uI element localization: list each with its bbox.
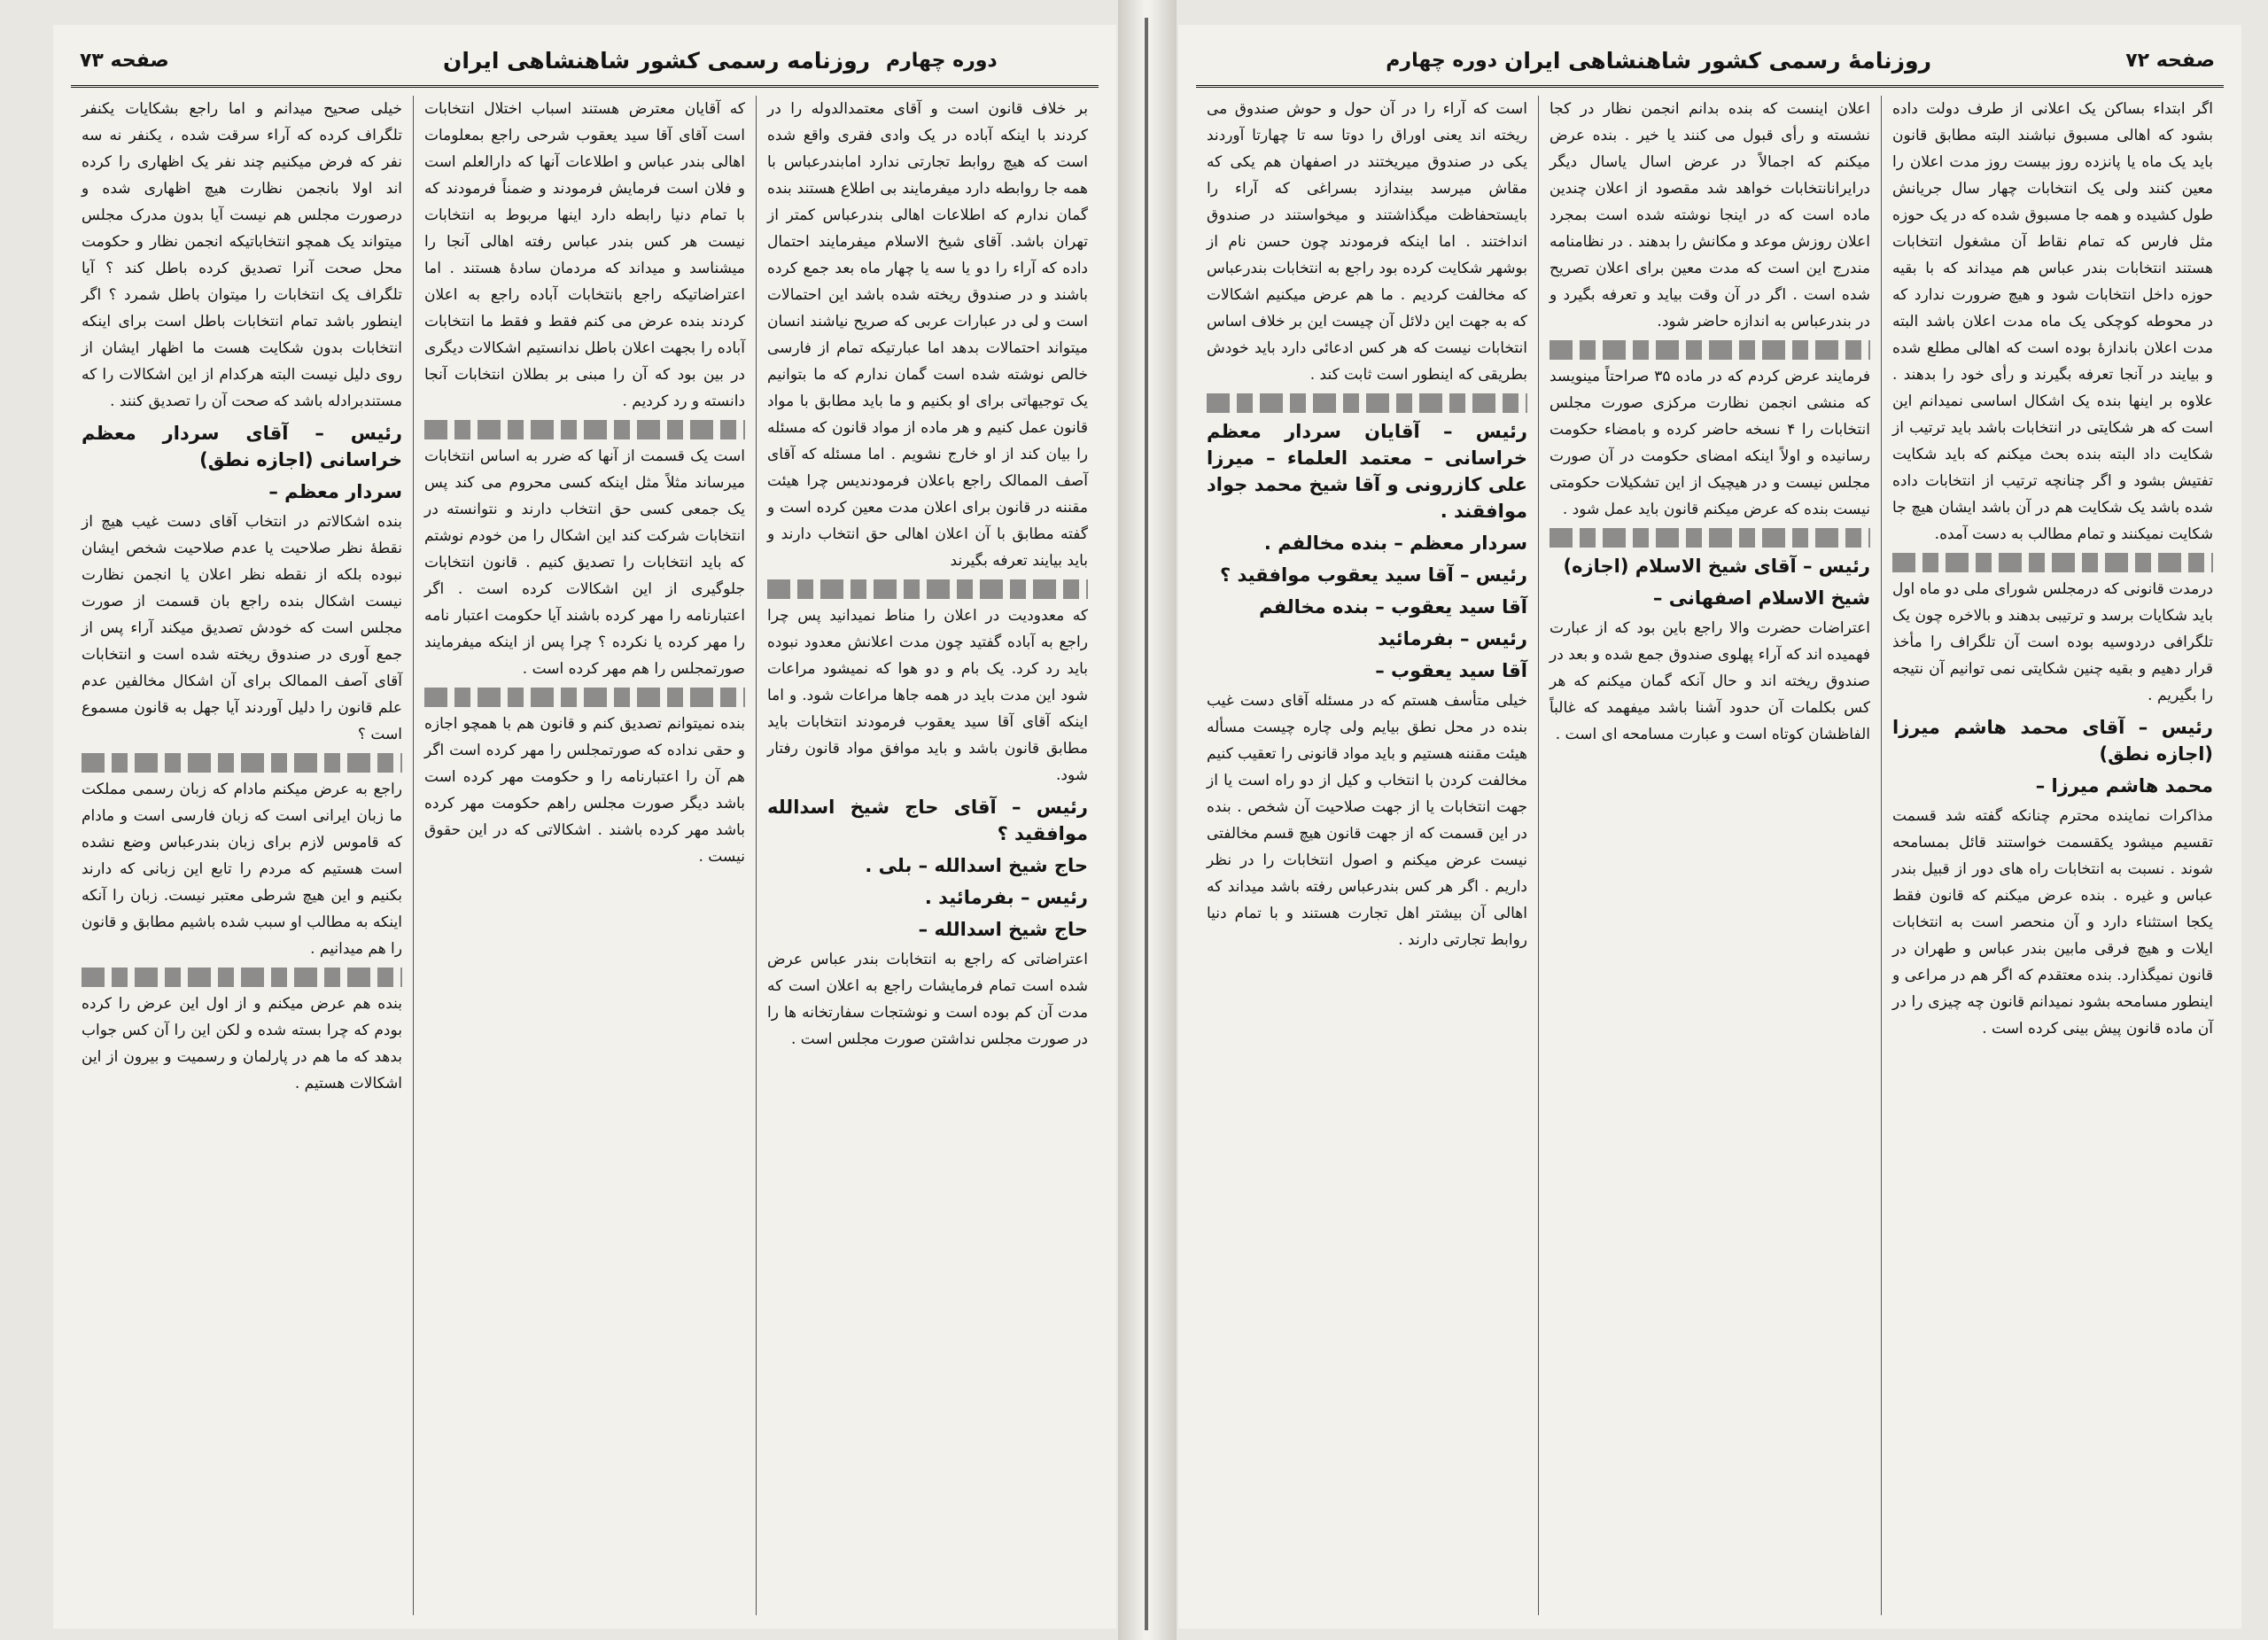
illegible-text-line [424, 688, 745, 707]
right-page [1178, 25, 2241, 1628]
article-paragraph: بنده نمیتوانم تصدیق کنم و قانون هم با همچو اجازه و حقی نداده که صورتمجلس را مهر کرده است اگر هم آن را اعتبارنامه را و حکومت مهر کرده است باشد دیگر صورت مجلس راهم حکومت مهر کرده باشد مهر کرده باشند . اشکالاتی که در این حقوق نیست . [424, 715, 745, 866]
left-period-label: دوره چهارم [886, 50, 998, 72]
article-paragraph: بنده اشکالاتم در انتخاب آقای دست غیب هیچ از نقطهٔ نظر صلاحیت یا عدم صلاحیت شخص ایشان نبوده بلکه از نقطه نظر اعلان یا انجمن نظارت نیست اشکال بنده راجع بان قسمت از صورت مجلس است که خودش تصدیق میکند آراء پس از جمع آوری در صندوق ریخته شده است و انتخابات آقای آصف الممالک برای آن اشکال مخالفین عدم علم قانون را دلیل آوردند آیا جهل به قانون مسموع است ؟ [82, 513, 402, 743]
article-paragraph: که معدودیت در اعلان را مناط نمیدانید پس چرا راجع به آباده گفتید چون مدت اعلانش معدود نبوده باید رد کرد. یک بام و دو هوا که نمیشود مراعات شود این مدت باید در همه جاها مراعات شود. و اما اینکه آقای آقا سید یعقوب فرمودند انتخابات باید مطابق قانون باشد و باید موافق مواد قانون رفتار شود. [767, 607, 1088, 784]
illegible-text-line [424, 420, 745, 439]
right-column-2 [1538, 96, 1881, 1615]
article-paragraph: است که آراء را در آن حول و حوش صندوق می ریخته اند یعنی اوراق را دوتا سه تا چهارتا آوردند یکی در صندوق میریختند در اصفهان هم یکی که مقاش میرسد بیندازد بسراغی که آراء را بایستحفاظت میگذاشتند و میخواستند در صندوق انداختند . اما اینکه فرمودند چون حسن نام از بوشهر شکایت کرده بود راجع به انتخابات بندرعباس که مخالفت کردیم . ما هم عرض میکنیم اشکالات که به جهت این دلائل آن چیست این بر خلاف اساس انتخابات نیست که هر کس ادعائی دارد باید خودش بطریقی که اینطور است ثابت کند . [1207, 100, 1527, 384]
right-masthead [1196, 44, 2224, 88]
speaker-heading: سردار معظم – [268, 481, 402, 502]
illegible-text-line [1892, 553, 2213, 572]
illegible-text-line [767, 579, 1088, 599]
left-column-3 [71, 96, 413, 1615]
article-paragraph: بنده هم عرض میکنم و از اول این عرض را کرده بودم که چرا بسته شده و لکن این را آن کس جواب بدهد که ما هم در پارلمان و رسمیت و بیرون از این اشکالات هستیم . [82, 995, 402, 1092]
left-page-number: صفحه ۷۳ [80, 50, 169, 72]
speaker-heading: رئیس – آقا سید یعقوب موافقید ؟ [1219, 564, 1527, 586]
speaker-heading: رئیس – آقای شیخ الاسلام (اجازه) [1563, 556, 1870, 577]
illegible-text-line [82, 968, 402, 987]
article-paragraph: درمدت قانونی که درمجلس شورای ملی دو ماه اول باید شکایات برسد و ترتیبی بدهند و بالاخره چون یک تلگرافی دردوسیه بوده است آن تلگراف را مأخذ قرار دهیم و بقیه چنین شکایتی نمی توانیم آن نتیجه را بگیریم . [1892, 580, 2213, 704]
illegible-text-line [1207, 393, 1527, 413]
speaker-heading: حاج شیخ اسدالله – بلی . [865, 855, 1088, 876]
speaker-heading: سردار معظم – بنده مخالفم . [1263, 532, 1527, 554]
right-columns [1196, 96, 2224, 1615]
left-column-2 [413, 96, 756, 1615]
left-columns [71, 96, 1099, 1615]
speaker-heading: رئیس – آقای سردار معظم خراسانی (اجازه نطق) [82, 423, 402, 470]
article-paragraph: است یک قسمت از آنها که ضرر به اساس انتخابات میرساند مثلاً مثل اینکه کسی محروم می کند پس یک جمعی کسی حق انتخاب دارند و نتوانسته در انتخابات شرکت کند این اشکال را من خودم نوشتم که باید انتخابات را تصدیق کنیم . قانون انتخابات جلوگیری از این اشکالات کرده است . اگر اعتبارنامه را مهر کرده باشند آیا حکومت اعتبار نامه را مهر کرده یا نکرده ؟ چرا پس از اینکه میفرمایند صورتمجلس را هم مهر کرده است . [424, 447, 745, 678]
article-paragraph: اعتراضات حضرت والا راجع باین بود که از عبارت فهمیده اند که آراء پهلوی صندوق جمع شده و بعد در صندوق ریخته اند و حال آنکه گمان میکنم که هر کس بکلمات آن حدود آشنا باشد میفهمد که غالباً الفاظشان کوتاه است و عبارت مسامحه ای است . [1550, 619, 1870, 743]
speaker-heading: شیخ الاسلام اصفهانی – [1652, 587, 1870, 609]
article-paragraph: خیلی متأسف هستم که در مسئله آقای دست غیب بنده در محل نطق بیایم ولی چاره چیست مسأله هیئت مقننه هستیم و باید مواد قانونی را تعقیب کنیم مخالفت کردن با انتخاب و کیل از دو راه است یا از جهت انتخابات یا از جهت صلاحیت آن شخص . بنده در این قسمت که از جهت قانون هیچ قسم مخالفتی نیست عرض میکنم و اصول انتخابات را در نظر داریم . اگر هر کس بندرعباس رفته باشد میداند که اهالی آن بیشتر اهل تجارت هستند و با تمام دنیا روابط تجارتی دارند . [1207, 692, 1527, 949]
illegible-text-line [1550, 340, 1870, 360]
right-column-3 [1196, 96, 1538, 1615]
right-period-label: دوره چهارم [1386, 50, 1497, 72]
article-paragraph: فرمایند عرض کردم که در ماده ۳۵ صراحتاً مینویسد که منشی انجمن نظارت مرکزی صورت مجلس انتخابات را ۴ نسخه حاضر کرده و بامضاء حکومت رسانیده و اولاً اینکه امضای حکومت در آن صورت مجلس نیست و در هیچیک از این تشکیلات حکومتی نیست بنده که عرض میکنم قانون باید عمل شود . [1550, 368, 1870, 518]
speaker-heading: آقا سید یعقوب – [1375, 660, 1527, 681]
left-newspaper-title: روزنامه رسمی کشور شاهنشاهی ایران [443, 48, 871, 74]
speaker-heading: رئیس – بفرمائید . [924, 887, 1088, 908]
article-paragraph: اعتراضاتی که راجع به انتخابات بندر عباس عرض شده است تمام فرمایشات راجع به اعلان است که مدت آن کم بوده است و نوشتجات سفارتخانه ها را در صورت مجلس نداشتن صورت مجلس است . [767, 951, 1088, 1048]
article-paragraph: خیلی صحیح میدانم و اما راجع بشکایات یکنفر تلگراف کرده که آراء سرقت شده ، یکنفر نه سه نفر که فرض میکنیم چند نفر یک اظهاری را کرده اند اولا بانجمن نظارت هیچ اظهاری شده و درصورت مجلس هم نیست آیا بدون مدرک مجلس میتواند یک همچو انتخاباتیکه انجمن نظار و حکومت محل صحت آنرا تصدیق کرده باطل کند ؟ آیا تلگراف یک انتخابات را میتوان باطل شمرد ؟ اگر اینطور باشد تمام انتخابات باطل است برای اینکه انتخابات بدون شکایت هست ما اظهار ایشان از روی دلیل نیست البته هرکدام از این اشکالات را که مستندبرادله باشد که صحت آن را تصدیق کنند . [82, 100, 402, 410]
right-page-number: صفحه ۷۲ [2125, 50, 2215, 72]
article-paragraph: مذاکرات نماینده محترم چنانکه گفته شد قسمت تقسیم میشود یکقسمت خواستند قائل بمسامحه شوند . نسبت به انتخابات راه های دور از قبیل بندر عباس و غیره . بنده عرض میکنم که قانون فقط یکجا استثناء دارد و آن منحصر است به انتخابات ایلات و هیچ فرقی مابین بندر عباس و طهران در قانون نمیگذارد. بنده معتقدم که اگر هم در مراعی و اینطور مسامحه بشود نمیدانم قانون چه چیزی را در آن ماده قانون پیش بینی کرده است . [1892, 807, 2213, 1038]
speaker-heading: حاج شیخ اسدالله – [918, 919, 1088, 940]
left-column-1 [756, 96, 1099, 1615]
article-paragraph: اعلان اینست که بنده بدانم انجمن نظار در کجا نشسته و رأی قبول می کنند یا خیر . بنده عرض میکنم که اجمالاً در عرض اسال یاسال دیگر درایرانانتخابات خواهد شد مقصود از اعلان چندین ماده است که در اینجا نوشته شده است بمجرد اعلان روزش موعد و مکانش را بدهند . در نظامنامه مندرج این است که مدت معین برای اعلان تصریح شده است . اگر در آن وقت بیاید و تعرفه بگیرد و در بندرعباس به اندازه حاضر شود. [1550, 100, 1870, 330]
left-masthead [71, 44, 1099, 88]
illegible-text-line [82, 753, 402, 773]
article-paragraph: که آقایان معترض هستند اسباب اختلال انتخابات است آقای آقا سید یعقوب شرحی راجع بمعلومات اهالی بندر عباس و اطلاعات آنها که دارالعلم است و فلان است فرمایش فرمودند و ضمناً فرمودند که با تمام دنیا رابطه دارد اینها مربوط به انتخابات نیست هر کس بندر عباس رفته اهالی آنجا را میشناسد و میداند که مردمان سادهٔ هستند . اما اعتراضاتیکه راجع بانتخابات آباده راجع به اعلان کردند بنده عرض می کنم فقط و فقط ما انتخابات آباده را بجهت اعلان باطل ندانستیم اشکالات دیگری در بین بود که آن را مبنی بر بطلان انتخابات آنجا دانسته و رد کردیم . [424, 100, 745, 410]
speaker-heading: محمد هاشم میرزا – [2035, 775, 2213, 797]
right-newspaper-title: روزنامهٔ رسمی کشور شاهنشاهی ایران [1503, 48, 1931, 74]
right-column-1 [1881, 96, 2224, 1615]
speaker-heading: رئیس – آقای محمد هاشم میرزا (اجازه نطق) [1892, 717, 2213, 765]
article-paragraph: بر خلاف قانون است و آقای معتمدالدوله را در کردند با اینکه آباده در یک وادی فقری واقع شده است که هیچ روابط تجارتی ندارد امابندرعباس با همه جا روابطه دارد میفرمایند بی اطلاع هستند بنده گمان ندارم که اطلاعات اهالی بندرعباس کمتر از تهران باشد. آقای شیخ الاسلام میفرمایند احتمال داده که آراء را دو یا سه یا چهار ماه بعد جمع کرده باشند و در صندوق ریخته شده باشد این احتمالات است و لی در عبارات عربی که صریح نیاشند انسان میتواند احتمالات بدهد اما عبارتیکه تمام از فارسی خالص نوشته شده است گمان ندارم که ما بتوانیم یک توجیهاتی برای او بکنیم و ما باید مطابق با مواد قانون عمل کنیم و هر ماده از مواد قانون که مسئله را بیان کند از او خارج نشویم . اما مسئله که آقای آصف الممالک راجع باعلان فرمودندیس چرا هیئت مقننه در قانون برای اعلان مدت معین کرده است و گفته مطابق با آن اعلان اهالی حق انتخاب دارند و باید بیایند تعرفه بگیرند [767, 100, 1088, 570]
article-paragraph: راجع به عرض میکنم مادام که زبان رسمی مملکت ما زبان ایرانی است که زبان فارسی است و مادام که قاموس لازم برای زبان بندرعباس وضع نشده است هستیم که مردم را تابع این زبانی که دارند بکنیم و این هیچ شرطی معتبر نیست. زبان را آنکه اینکه به مطالب او سبب شده باشیم مطابق و قانون را هم میدانیم . [82, 781, 402, 958]
speaker-heading: رئیس – بفرمائید [1378, 628, 1527, 649]
speaker-heading: آقا سید یعقوب – بنده مخالفم [1259, 596, 1527, 618]
speaker-heading: رئیس – آقای حاج شیخ اسدالله موافقید ؟ [767, 797, 1088, 844]
article-paragraph: اگر ابتداء بساکن یک اعلانی از طرف دولت داده بشود که اهالی مسبوق نباشند البته مطابق قانون باید یک ماه یا پانزده روز بیست روز مدت اعلان را معین کنند ولی یک انتخابات چهار سال جریانش طول کشیده و همه جا مسبوق شده که در یک حوزه مثل فارس که تمام نقاط آن مشغول انتخابات هستند انتخابات بندر عباس هم میداند که با بقیه حوزه داخل انتخابات شود و هیچ ضرورت ندارد که در محوطه کوچکی یک ماه مدت اعلان باشد البته مدت اعلان باندازهٔ بوده است که اهالی مطلع شده و بیایند در آنجا تعرفه بگیرند و رأی خود را بدهند . علاوه بر اینها بنده یک اشکال اساسی نمیدانم این است که هر شکایتی در انتخابات باشد باید ترتیب از شکایت داد البته بنده بحث میکنم که باید شکایت تفتیش بشود و اگر چنانچه ترتیب از انتخابات داده شده باشد یک شکایت هم در آن باشد ایشان هیچ جا شکایت نمیکنند و تمام مطالب به دست آمده. [1892, 100, 2213, 543]
speaker-heading: رئیس – آقایان سردار معظم خراسانی – معتمد العلماء – میرزا علی کازرونی و آقا شیخ محمد جواد موافقند . [1207, 421, 1527, 522]
left-page [53, 25, 1116, 1628]
binding-line [1145, 18, 1148, 1630]
illegible-text-line [1550, 528, 1870, 548]
